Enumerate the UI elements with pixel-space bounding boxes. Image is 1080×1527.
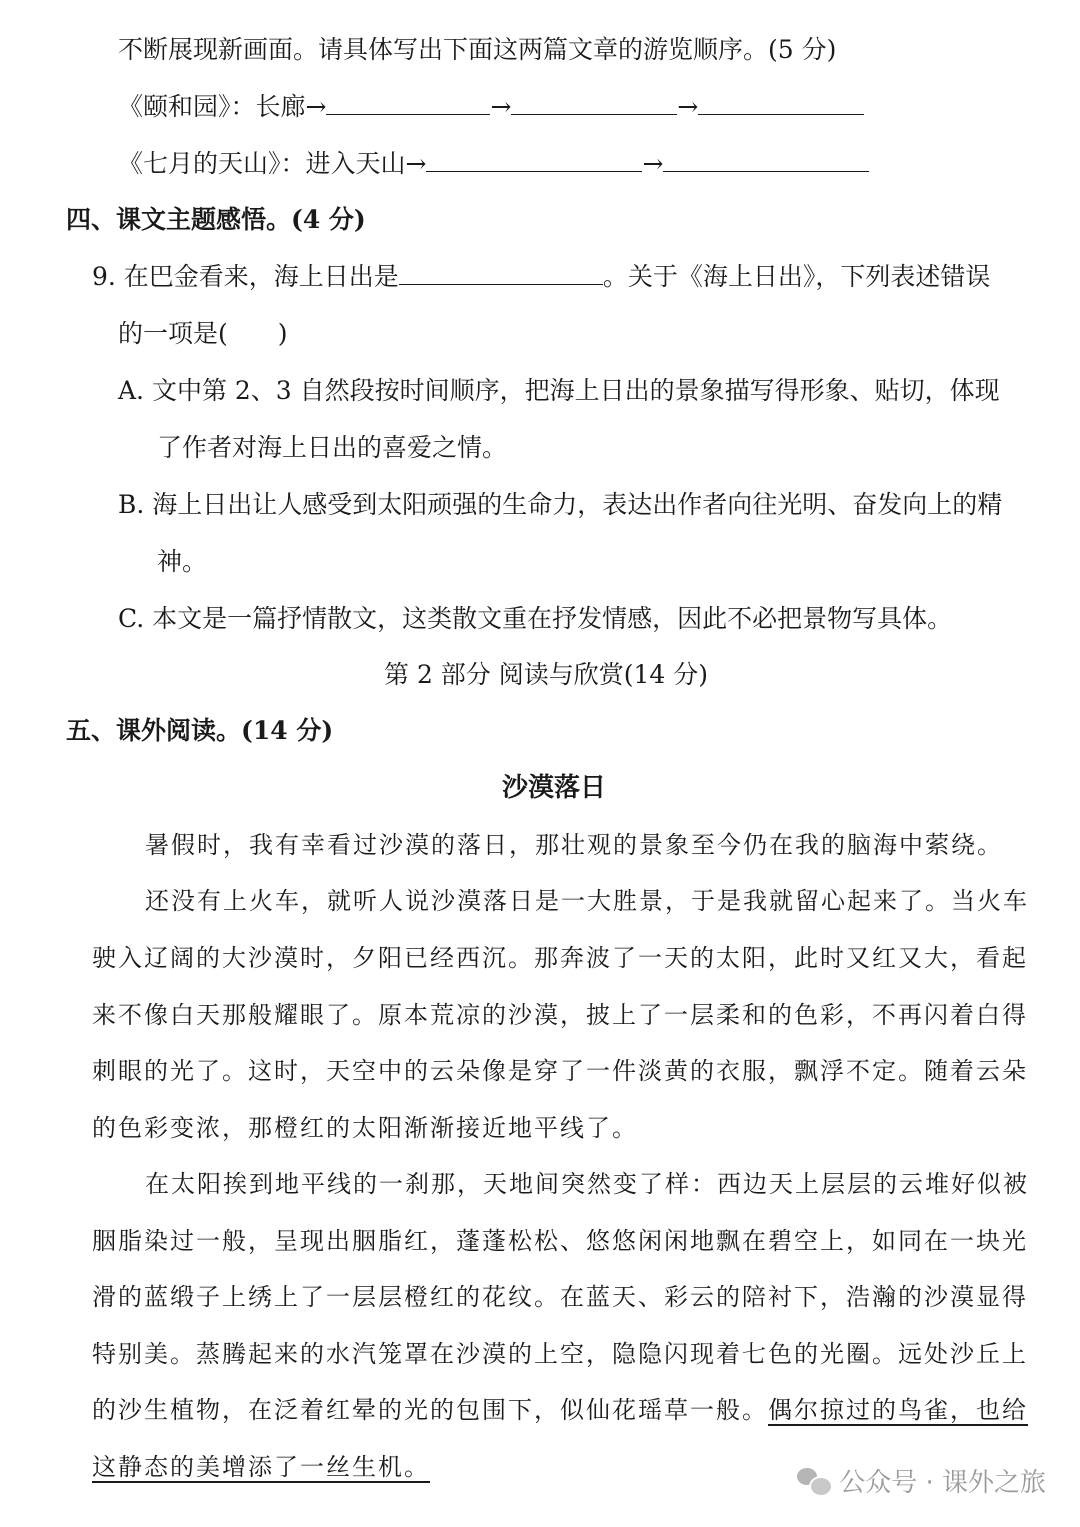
q9-stem-a: 9. 在巴金看来，海上日出是: [92, 262, 399, 291]
answer-blank[interactable]: [326, 92, 490, 115]
wechat-icon: [797, 1466, 831, 1496]
story-line: 暑假时，我有幸看过沙漠的落日，那壮观的景象至今仍在我的脑海中萦绕。: [145, 831, 1003, 859]
q8-tianshan-prefix: 《七月的天山》：进入天山→: [118, 149, 427, 178]
arrow: →: [642, 149, 664, 178]
underlined-sentence-end: 这静态的美增添了一丝生机。: [92, 1453, 430, 1481]
section4-heading: 四、课文主题感悟。(4 分): [66, 205, 366, 234]
story-line: 来不像白天那般耀眼了。原本荒凉的沙漠，披上了一层柔和的色彩，不再闪着白得: [92, 1001, 1028, 1029]
answer-blank[interactable]: [511, 92, 677, 115]
story-line: 驶入辽阔的大沙漠时，夕阳已经西沉。那奔波了一天的太阳，此时又红又大，看起: [92, 944, 1028, 972]
q9-stem-line1: [92, 260, 990, 294]
story-line: 在太阳挨到地平线的一刹那，天地间突然变了样：西边天上层层的云堆好似被: [145, 1170, 1029, 1198]
q8-tianshan-line: [118, 147, 869, 181]
q9-option-b-line2: 神。: [157, 547, 208, 576]
watermark: [797, 1462, 1046, 1499]
story-line-with-underline: [92, 1393, 1028, 1427]
q9-stem-b: 。关于《海上日出》，下列表述错误: [602, 262, 991, 291]
story-line: 的色彩变浓，那橙红的太阳渐渐接近地平线了。: [92, 1114, 638, 1142]
q9-option-a-line1: A. 文中第 2、3 自然段按时间顺序，把海上日出的景象描写得形象、贴切，体现: [118, 376, 1000, 405]
arrow: →: [677, 92, 699, 121]
q9-option-a-line2: 了作者对海上日出的喜爱之情。: [157, 433, 508, 462]
q9-option-b-line1: B. 海上日出让人感受到太阳顽强的生命力，表达出作者向往光明、奋发向上的精: [118, 490, 1003, 519]
answer-blank[interactable]: [426, 149, 642, 172]
q8-yiheyuan-line: [118, 90, 864, 124]
story-title: 沙漠落日: [502, 773, 607, 803]
story-line: 胭脂染过一般，呈现出胭脂红，蓬蓬松松、悠悠闲闲地飘在碧空上，如同在一块光: [92, 1227, 1028, 1255]
story-text: 的沙生植物，在泛着红晕的光的包围下，似仙花瑶草一般。: [92, 1396, 768, 1424]
answer-blank[interactable]: [663, 149, 869, 172]
q9-stem-c1: 的一项是(: [118, 319, 228, 348]
story-line: 还没有上火车，就听人说沙漠落日是一大胜景，于是我就留心起来了。当火车: [145, 887, 1029, 915]
story-line: 刺眼的光了。这时，天空中的云朵像是穿了一件淡黄的衣服，飘浮不定。随着云朵: [92, 1057, 1028, 1085]
section5-heading: 五、课外阅读。(14 分): [66, 716, 334, 745]
q8-intro-tail: 不断展现新画面。请具体写出下面这两篇文章的游览顺序。(5 分): [118, 35, 837, 64]
part2-heading: 第 2 部分 阅读与欣赏(14 分): [384, 660, 709, 689]
q9-stem-c2: ): [277, 319, 288, 348]
q9-stem-line2: [118, 317, 288, 351]
story-line: 滑的蓝缎子上绣上了一层层橙红的花纹。在蓝天、彩云的陪衬下，浩瀚的沙漠显得: [92, 1283, 1028, 1311]
arrow: →: [490, 92, 512, 121]
q9-option-c: C. 本文是一篇抒情散文，这类散文重在抒发情感，因此不必把景物写具体。: [118, 604, 953, 633]
watermark-text: 公众号 · 课外之旅: [839, 1468, 1046, 1498]
answer-blank[interactable]: [698, 92, 864, 115]
answer-blank[interactable]: [399, 262, 603, 285]
q8-yiheyuan-prefix: 《颐和园》：长廊→: [118, 92, 327, 121]
story-line: 特别美。蒸腾起来的水汽笼罩在沙漠的上空，隐隐闪现着七色的光圈。远处沙丘上: [92, 1340, 1028, 1368]
underlined-sentence: 偶尔掠过的鸟雀，也给: [768, 1396, 1028, 1424]
